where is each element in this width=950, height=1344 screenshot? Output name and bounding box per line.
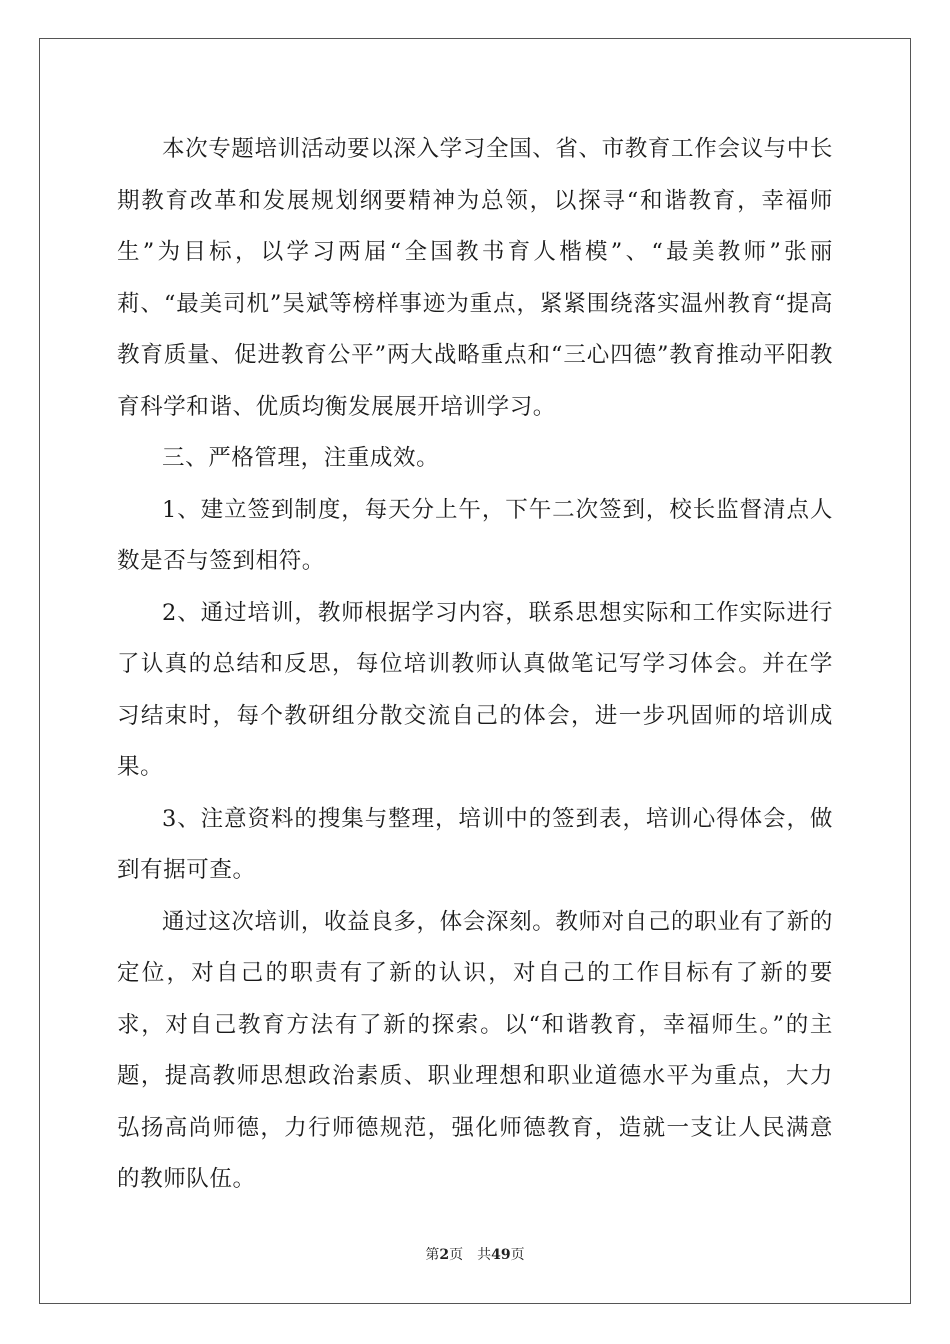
paragraph-item-2: 2、通过培训，教师根据学习内容，联系思想实际和工作实际进行了认真的总结和反思，每位培训教师认真做笔记写学习体会。并在学习结束时，每个教研组分散交流自己的体会，进一步巩固师的培训成果。: [117, 599, 833, 780]
paragraph-conclusion: 通过这次培训，收益良多，体会深刻。教师对自己的职业有了新的定位，对自己的职责有了新的认识，对自己的工作目标有了新的要求，对自己教育方法有了新的探索。以“和谐教育，幸福师生。”的主题，提高教师思想政治素质、职业理想和职业道德水平为重点，大力弘扬高尚师德，力行师德规范，强化师德教育，造就一支让人民满意的教师队伍。: [117, 908, 833, 1192]
paragraph-item-3: 3、注意资料的搜集与整理，培训中的签到表，培训心得体会，做到有据可查。: [117, 805, 833, 883]
total-unit: 页: [510, 1247, 525, 1263]
paragraph-item-1: 1、建立签到制度，每天分上午，下午二次签到，校长监督清点人数是否与签到相符。: [117, 496, 833, 574]
paragraph-intro: 本次专题培训活动要以深入学习全国、省、市教育工作会议与中长期教育改革和发展规划纲要精神为总领，以探寻“和谐教育，幸福师生”为目标，以学习两届“全国教书育人楷模”、“最美教师”张丽莉、“最美司机”吴斌等榜样事迹为重点，紧紧围绕落实温州教育“提高教育质量、促进教育公平”两大战略重点和“三心四德”教育推动平阳教育科学和谐、优质均衡发展展开培训学习。: [117, 136, 833, 420]
total-page-number: 49: [491, 1247, 511, 1263]
total-prefix: 共: [477, 1247, 492, 1263]
page-unit: 页: [449, 1247, 464, 1263]
document-body: [117, 124, 833, 1206]
page-prefix: 第: [425, 1247, 440, 1263]
current-page-number: 2: [439, 1247, 450, 1263]
page-footer: [0, 1245, 950, 1265]
section-heading: 三、严格管理，注重成效。: [162, 445, 440, 471]
